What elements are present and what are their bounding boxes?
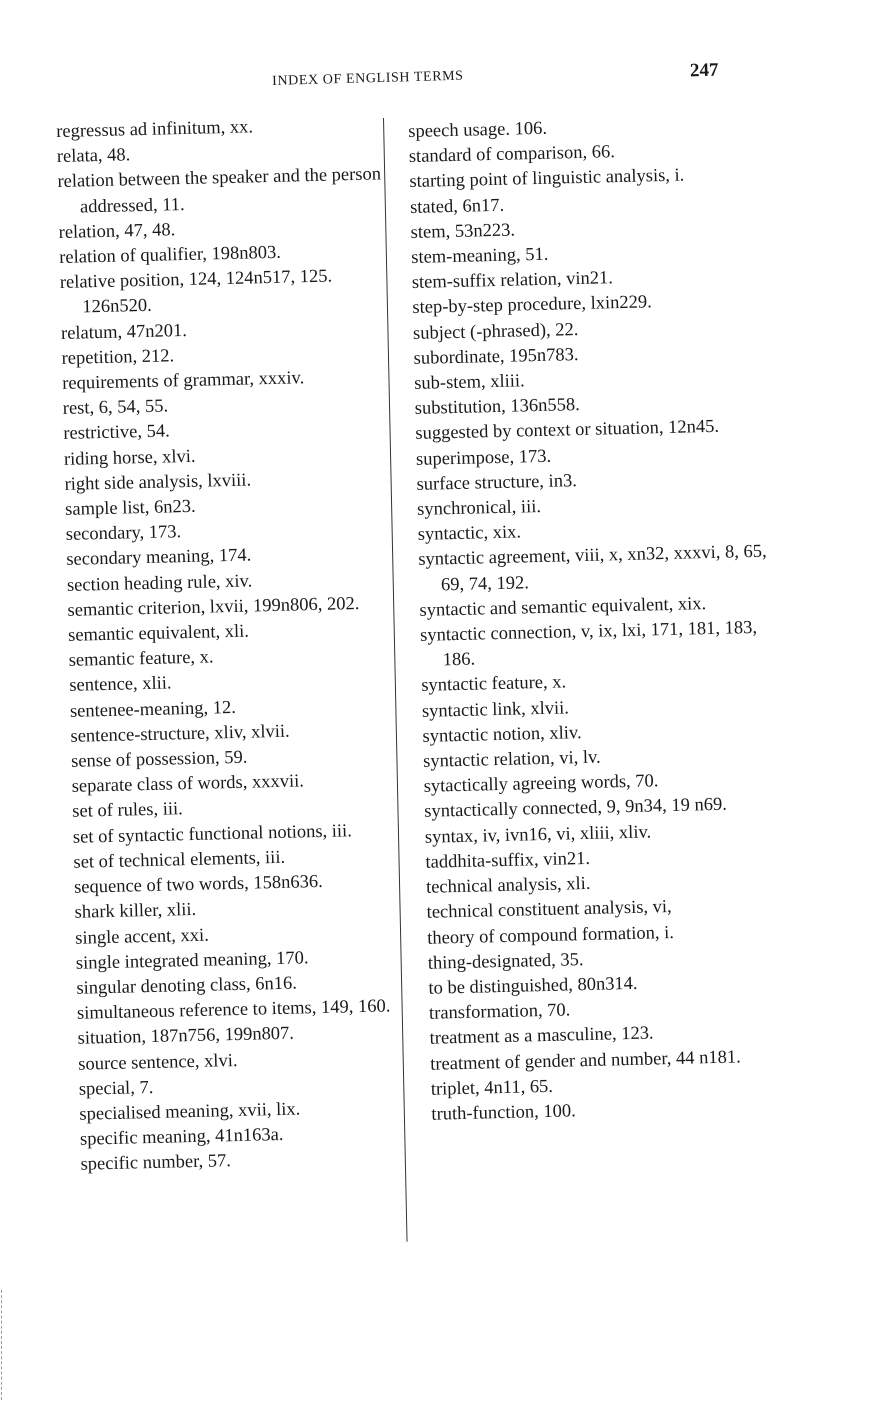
index-entry: secondary meaning, 174.	[66, 545, 252, 571]
index-entry: technical analysis, xli.	[425, 874, 591, 898]
index-entry: requirements of grammar, xxxiv.	[61, 368, 305, 394]
index-entry: sentence, xlii.	[69, 673, 172, 697]
index-entry: semantic criterion, lxvii, 199n806, 202.	[67, 593, 360, 621]
index-entry: restrictive, 54.	[63, 421, 170, 445]
index-entry: sytactically agreeing words, 70.	[423, 771, 659, 798]
index-entry: situation, 187n756, 199n807.	[77, 1023, 295, 1050]
index-entry: shark killer, xlii.	[74, 900, 197, 924]
index-entry: truth-function, 100.	[431, 1101, 577, 1125]
index-entry: syntactic and semantic equivalent, xix.	[419, 593, 707, 621]
index-entry: sub-stem, xliii.	[413, 371, 525, 394]
index-entry: syntactic feature, x.	[421, 672, 567, 697]
index-entry: surface structure, in3.	[416, 470, 578, 495]
index-entry: syntactic link, xlvii.	[421, 698, 570, 722]
running-head: INDEX OF ENGLISH TERMS	[272, 68, 464, 89]
index-entry: subordinate, 195n783.	[413, 344, 579, 369]
index-entry: specific meaning, 41n163a.	[79, 1125, 284, 1150]
index-entry: suggested by context or situation, 12n45.	[415, 417, 720, 445]
index-entry: relation between the speaker and the person addressed, 11.	[57, 164, 382, 218]
index-entry: treatment as a masculine, 123.	[429, 1023, 654, 1050]
index-entry: semantic equivalent, xli.	[67, 621, 250, 646]
index-entry: specialised meaning, xvii, lix.	[79, 1099, 301, 1125]
index-entry: stem-meaning, 51.	[411, 244, 549, 268]
page-number: 247	[689, 59, 719, 82]
index-entry: syntactic relation, vi, lv.	[422, 747, 601, 772]
index-entry: syntactically connected, 9, 9n34, 19 n69.	[424, 795, 728, 823]
index-entry: relatum, 47n201.	[60, 320, 188, 344]
index-entry: triplet, 4n11, 65.	[430, 1076, 554, 1100]
index-entry: rest, 6, 54, 55.	[62, 396, 169, 420]
index-entry: syntactic notion, xliv.	[422, 722, 582, 747]
index-entry: sequence of two words, 158n636.	[73, 872, 323, 898]
index-entry: riding horse, xlvi.	[63, 446, 196, 470]
index-entry: regressus ad infinitum, xx.	[56, 117, 254, 142]
index-entry: syntactic connection, v, ix, lxi, 171, 181, 183, 186.	[419, 617, 758, 671]
index-entry: theory of compound formation, i.	[427, 922, 675, 949]
index-entry: set of technical elements, iii.	[73, 847, 286, 873]
index-entry: taddhita-suffix, vin21.	[425, 848, 591, 873]
index-entry: substitution, 136n558.	[414, 395, 580, 420]
scan-edge-mark	[1, 1290, 2, 1400]
index-entry: sense of possession, 59.	[70, 747, 248, 772]
index-entry: section heading rule, xiv.	[66, 571, 253, 596]
left-column	[56, 112, 426, 1178]
index-entry: stem-suffix relation, vin21.	[411, 268, 614, 294]
index-entry: subject (-phrased), 22.	[412, 319, 579, 344]
index-entry: separate class of words, xxxvii.	[71, 771, 305, 798]
index-entry: syntax, iv, ivn16, vi, xliii, xliv.	[424, 822, 652, 848]
index-entry: special, 7.	[78, 1077, 154, 1100]
index-entry: single integrated meaning, 170.	[75, 947, 309, 974]
index-entry: semantic feature, x.	[68, 647, 214, 672]
index-entry: relation, 47, 48.	[58, 220, 176, 243]
index-entry: set of syntactic functional notions, iii.	[72, 820, 353, 848]
index-entry: technical constituent analysis, vi,	[426, 897, 672, 924]
index-entry: stem, 53n223.	[410, 220, 516, 243]
index-entry: right side analysis, lxviii.	[64, 470, 252, 495]
index-entry: standard of comparison, 66.	[408, 142, 616, 168]
index-entry: step-by-step procedure, lxin229.	[412, 292, 653, 319]
index-entry: syntactic, xix.	[417, 522, 522, 546]
index-entry: sentenee-meaning, 12.	[69, 697, 237, 722]
index-entry: speech usage. 106.	[408, 118, 548, 142]
index-entry: relata, 48.	[56, 145, 131, 168]
index-entry: set of rules, iii.	[72, 799, 183, 823]
right-column	[408, 112, 782, 1128]
index-entry: superimpose, 173.	[415, 446, 552, 470]
index-entry: treatment of gender and number, 44 n181.	[430, 1046, 741, 1075]
index-entry: relation of qualifier, 198n803.	[59, 242, 282, 268]
index-entry: thing-designated, 35.	[427, 949, 584, 974]
index-entry: source sentence, xlvi.	[78, 1050, 238, 1075]
index-entry: stated, 6n17.	[409, 195, 505, 218]
index-entry: repetition, 212.	[61, 346, 175, 369]
index-entry: relative position, 124, 124n517, 125. 126n520.	[59, 266, 333, 318]
index-entry: simultaneous reference to items, 149, 160.	[76, 996, 391, 1024]
index-entry: secondary, 173.	[65, 522, 182, 546]
index-entry: to be distinguished, 80n314.	[428, 973, 638, 999]
index-entry: transformation, 70.	[428, 1000, 571, 1024]
index-entry: syntactic agreement, viii, x, xn32, xxxvi, 8, 65, 69, 74, 192.	[418, 542, 767, 596]
index-entry: single accent, xxi.	[75, 925, 210, 949]
index-entry: synchronical, iii.	[416, 497, 542, 520]
index-entry: starting point of linguistic analysis, i.	[409, 165, 685, 193]
index-entry: sentence-structure, xliv, xlvii.	[70, 721, 290, 747]
index-entry: specific number, 57.	[80, 1151, 232, 1176]
index-entry: sample list, 6n23.	[64, 496, 196, 520]
index-entry: singular denoting class, 6n16.	[76, 973, 298, 999]
